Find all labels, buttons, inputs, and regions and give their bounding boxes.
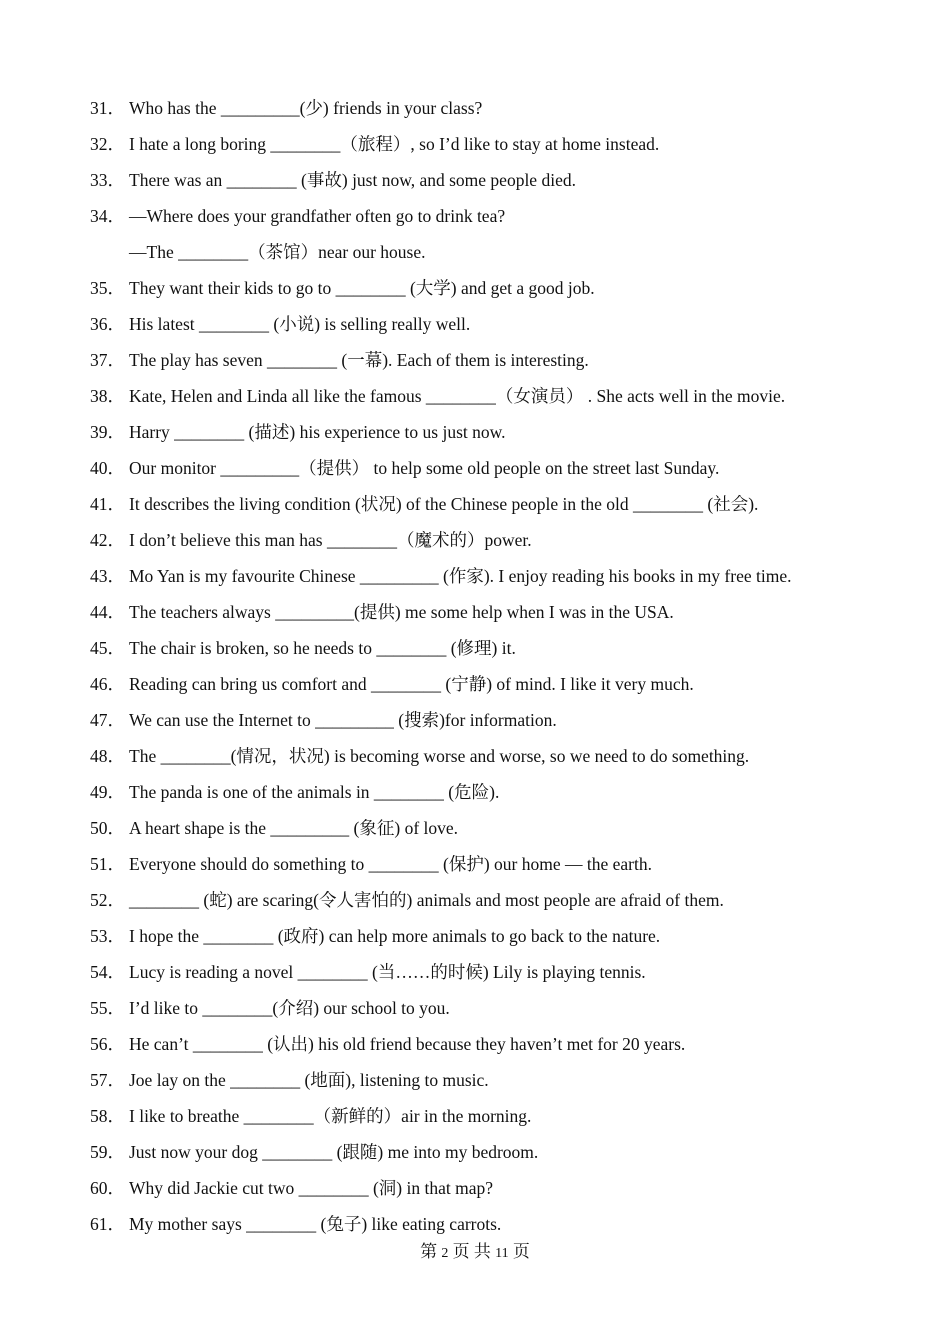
page-footer — [0, 1238, 950, 1268]
question-number: 38． — [90, 386, 125, 406]
question-number: 54． — [90, 962, 125, 982]
question-number: 33． — [90, 170, 125, 190]
question-item — [90, 918, 870, 954]
question-number: 46． — [90, 674, 125, 694]
question-number: 49． — [90, 782, 125, 802]
question-item — [90, 162, 870, 198]
question-text: Harry ________ (描述) his experience to us just now. — [129, 422, 506, 442]
question-text: Reading can bring us comfort and ________ (宁静) of mind. I like it very much. — [129, 674, 694, 694]
question-text: Lucy is reading a novel ________ (当……的时候) Lily is playing tennis. — [129, 962, 646, 982]
question-number: 52． — [90, 890, 125, 910]
question-text: He can’t ________ (认出) his old friend because they haven’t met for 20 years. — [129, 1034, 686, 1054]
question-number: 39． — [90, 422, 125, 442]
footer-middle: 页 共 — [452, 1242, 491, 1261]
question-text: Joe lay on the ________ (地面), listening to music. — [129, 1070, 489, 1090]
question-item — [90, 558, 870, 594]
question-text: The teachers always _________(提供) me some help when I was in the USA. — [129, 602, 674, 622]
question-number: 61． — [90, 1214, 125, 1234]
question-item — [90, 198, 870, 234]
question-text: There was an ________ (事故) just now, and some people died. — [129, 170, 576, 190]
question-text: Everyone should do something to ________ (保护) our home — the earth. — [129, 854, 652, 874]
question-number: 57． — [90, 1070, 125, 1090]
question-text: I’d like to ________(介绍) our school to you. — [129, 998, 450, 1018]
question-item — [90, 378, 870, 414]
question-list — [90, 90, 870, 1242]
question-text: The play has seven ________ (一幕). Each of them is interesting. — [129, 350, 589, 370]
question-item — [90, 666, 870, 702]
question-item — [90, 990, 870, 1026]
question-number: 56． — [90, 1034, 125, 1054]
question-text: I hope the ________ (政府) can help more animals to go back to the nature. — [129, 926, 661, 946]
question-number: 58． — [90, 1106, 125, 1126]
question-item — [90, 126, 870, 162]
question-text: I like to breathe ________（新鲜的）air in the morning. — [129, 1106, 532, 1126]
question-text: A heart shape is the _________ (象征) of love. — [129, 818, 459, 838]
question-item — [90, 738, 870, 774]
question-text: ________ (蛇) are scaring(令人害怕的) animals and most people are afraid of them. — [129, 890, 724, 910]
question-text: My mother says ________ (兔子) like eating carrots. — [129, 1214, 502, 1234]
question-item — [90, 522, 870, 558]
question-text: The chair is broken, so he needs to ________ (修理) it. — [129, 638, 516, 658]
question-number: 47． — [90, 710, 125, 730]
question-text: I hate a long boring ________（旅程）, so I’d like to stay at home instead. — [129, 134, 660, 154]
footer-total-pages: 11 — [495, 1246, 509, 1261]
question-text: We can use the Internet to _________ (搜索)for information. — [129, 710, 557, 730]
footer-prefix: 第 — [420, 1242, 438, 1261]
question-number: 44． — [90, 602, 125, 622]
question-number: 34． — [90, 206, 125, 226]
question-text: Kate, Helen and Linda all like the famous ________（女演员） . She acts well in the movie. — [129, 386, 786, 406]
question-number: 35． — [90, 278, 125, 298]
question-number: 45． — [90, 638, 125, 658]
question-item — [90, 1026, 870, 1062]
question-text: I don’t believe this man has ________（魔术的）power. — [129, 530, 532, 550]
question-item — [90, 1206, 870, 1242]
question-number: 43． — [90, 566, 125, 586]
question-number: 31． — [90, 98, 125, 118]
footer-suffix: 页 — [512, 1242, 530, 1261]
question-text: It describes the living condition (状况) of the Chinese people in the old ________ (社会). — [129, 494, 759, 514]
question-text: Who has the _________(少) friends in your class? — [129, 98, 483, 118]
question-item — [90, 414, 870, 450]
question-item — [90, 306, 870, 342]
question-number: 53． — [90, 926, 125, 946]
question-number: 41． — [90, 494, 125, 514]
question-item — [90, 270, 870, 306]
question-item — [90, 486, 870, 522]
question-item — [90, 774, 870, 810]
question-item — [90, 1098, 870, 1134]
question-number: 37． — [90, 350, 125, 370]
question-number: 55． — [90, 998, 125, 1018]
question-text: Why did Jackie cut two ________ (洞) in that map? — [129, 1178, 494, 1198]
question-item — [90, 1062, 870, 1098]
question-text: Our monitor _________（提供） to help some old people on the street last Sunday. — [129, 458, 720, 478]
question-item — [90, 342, 870, 378]
question-item — [90, 594, 870, 630]
question-text: Mo Yan is my favourite Chinese _________ (作家). I enjoy reading his books in my free time. — [129, 566, 792, 586]
question-item — [90, 702, 870, 738]
question-item — [90, 1134, 870, 1170]
question-number: 40． — [90, 458, 125, 478]
question-item — [90, 882, 870, 918]
question-text: His latest ________ (小说) is selling really well. — [129, 314, 471, 334]
question-item — [90, 630, 870, 666]
question-item — [90, 954, 870, 990]
question-text: The ________(情况，状况) is becoming worse and worse, so we need to do something. — [129, 746, 750, 766]
question-text: —Where does your grandfather often go to drink tea? — [129, 206, 506, 226]
question-number: 36． — [90, 314, 125, 334]
question-item — [90, 450, 870, 486]
question-continuation: —The ________（茶馆）near our house. — [129, 242, 426, 262]
question-item — [90, 810, 870, 846]
question-number: 32． — [90, 134, 125, 154]
question-item — [90, 846, 870, 882]
footer-page-number: 2 — [441, 1246, 449, 1261]
question-item — [90, 90, 870, 126]
question-number: 42． — [90, 530, 125, 550]
question-number: 48． — [90, 746, 125, 766]
question-item — [90, 1170, 870, 1206]
question-text: Just now your dog ________ (跟随) me into my bedroom. — [129, 1142, 539, 1162]
question-text: They want their kids to go to ________ (大学) and get a good job. — [129, 278, 595, 298]
question-number: 51． — [90, 854, 125, 874]
question-number: 50． — [90, 818, 125, 838]
question-text: The panda is one of the animals in ________ (危险). — [129, 782, 500, 802]
question-number: 59． — [90, 1142, 125, 1162]
question-number: 60． — [90, 1178, 125, 1198]
